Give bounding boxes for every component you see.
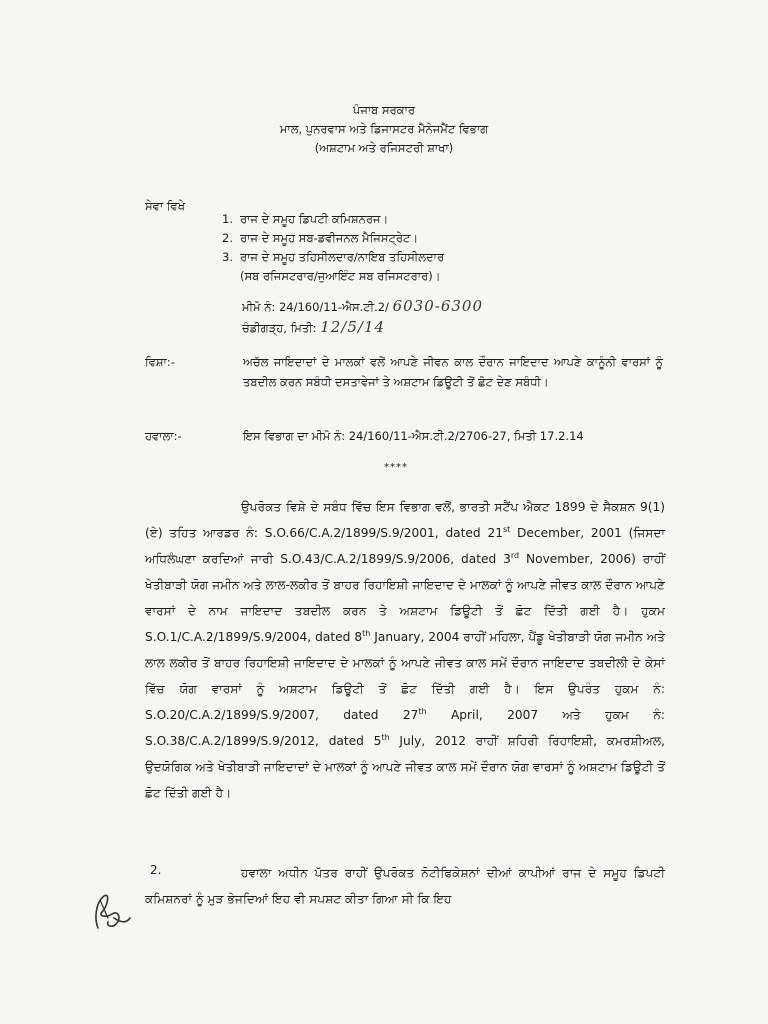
subject-label: ਵਿਸ਼ਾ:- — [145, 355, 175, 369]
paragraph-2-number: 2. — [150, 863, 162, 877]
header-government: ਪੰਜਾਬ ਸਰਕਾਰ — [352, 103, 416, 117]
addressee-list — [222, 211, 444, 287]
addressee-salutation: ਸੇਵਾ ਵਿਖੇ — [145, 199, 185, 213]
memo-date: ਚੰਡੀਗੜ੍ਹ, ਮਿਤੀ: 12/5/14 — [242, 318, 386, 336]
memo-number-handwritten: 6030-6300 — [392, 297, 484, 315]
header-branch: (ਅਸ਼ਟਾਮ ਅਤੇ ਰਜਿਸਟਰੀ ਸ਼ਾਖਾ) — [314, 141, 454, 155]
body-paragraph-2: ਹਵਾਲਾ ਅਧੀਨ ਪੱਤਰ ਰਾਹੀਂ ਉਪਰੋਕਤ ਨੋਟੀਫਿਕੇਸ਼ਨਾਂ ਦੀਆਂ ਕਾਪੀਆਂ ਰਾਜ ਦੇ ਸਮੂਹ ਡਿਪਟੀ ਕਮਿਸ਼ਨਰਾਂ ਨੂੰ ਮੁੜ ਭੇਜਦਿਆਂ ਇਹ ਵੀ ਸਪਸ਼ਟ ਕੀਤਾ ਗਿਆ ਸੀ ਕਿ ਇਹ — [145, 866, 665, 906]
reference-text: ਇਸ ਵਿਭਾਗ ਦਾ ਮੀਮੋ ਨੰ: 24/160/11-ਐਸ.ਟੀ.2/2706-27, ਮਿਤੀ 17.2.14 — [243, 429, 584, 443]
reference-label: ਹਵਾਲਾ:- — [145, 429, 182, 443]
signature-icon — [88, 888, 134, 934]
separator: **** — [384, 462, 408, 473]
addressee-item: 3. ਰਾਜ ਦੇ ਸਮੂਹ ਤਹਿਸੀਲਦਾਰ/ਨਾਇਬ ਤਹਿਸੀਲਦਾਰ — [222, 250, 445, 264]
memo-block — [242, 298, 483, 340]
addressee-item: 1. ਰਾਜ ਦੇ ਸਮੂਹ ਡਿਪਟੀ ਕਮਿਸ਼ਨਰਜ। — [222, 212, 389, 226]
memo-date-handwritten: 12/5/14 — [320, 318, 386, 336]
body-paragraph-1: ਉਪਰੋਕਤ ਵਿਸ਼ੇ ਦੇ ਸਬੰਧ ਵਿੱਚ ਇਸ ਵਿਭਾਗ ਵਲੋਂ, ਭਾਰਤੀ ਸਟੈਂਪ ਐਕਟ 1899 ਦੇ ਸੈਕਸ਼ਨ 9(1) (ਏ) ਤਹਿਤ ਆਰਡਰ ਨੰ: S.O.66/C.A.2/1899/S.9/2001, dated 21st December, 2001 (ਜਿਸਦਾ ਅਧਿਲੰਘਣਾ ਕਰਦਿਆਂ ਜਾਰੀ S.O.43/C.A.2/1899/S.9/2006, dated 3rd November, 2006) ਰਾਹੀਂ ਖੇਤੀਬਾੜੀ ਯੋਗ ਜਮੀਨ ਅਤੇ ਲਾਲ-ਲਕੀਰ ਤੋਂ ਬਾਹਰ ਰਿਹਾਇਸ਼ੀ ਜਾਇਦਾਦ ਦੇ ਮਾਲਕਾਂ ਨੂੰ ਆਪਣੇ ਜੀਵਤ ਕਾਲ ਦੌਰਾਨ ਆਪਣੇ ਵਾਰਸਾਂ ਦੇ ਨਾਮ ਜਾਇਦਾਦ ਤਬਦੀਲ ਕਰਨ ਤੇ ਅਸ਼ਟਾਮ ਡਿਊਟੀ ਤੋਂ ਛੋਟ ਦਿੱਤੀ ਗਈ ਹੈ। ਹੁਕਮ S.O.1/C.A.2/1899/S.9/2004, dated 8th January, 2004 ਰਾਹੀਂ ਮਹਿਲਾ, ਪੈਂਡੂ ਖੇਤੀਬਾੜੀ ਯੋਗ ਜਮੀਨ ਅਤੇ ਲਾਲ ਲਕੀਰ ਤੋਂ ਬਾਹਰ ਰਿਹਾਇਸ਼ੀ ਜਾਇਦਾਦ ਦੇ ਮਾਲਕਾਂ ਨੂੰ ਆਪਣੇ ਜੀਵਤ ਕਾਲ ਸਮੇਂ ਦੌਰਾਨ ਜਾਇਦਾਦ ਤਬਦੀਲੀ ਦੇ ਕੇਸਾਂ ਵਿੱਚ ਯੋਗ ਵਾਰਸਾਂ ਨੂੰ ਅਸ਼ਟਾਮ ਡਿਊਟੀ ਤੋਂ ਛੋਟ ਦਿੱਤੀ ਗਈ ਹੈ। ਇਸ ਉਪਰੰਤ ਹੁਕਮ ਨੰ: S.O.20/C.A.2/1899/S.9/2007, dated 27th April, 2007 ਅਤੇ ਹੁਕਮ ਨੰ: S.O.38/C.A.2/1899/S.9/2012, dated 5th July, 2012 ਰਾਹੀਂ ਸ਼ਹਿਰੀ ਰਿਹਾਇਸ਼ੀ, ਕਮਰਸ਼ੀਅਲ, ਉਦਯੋਗਿਕ ਅਤੇ ਖੇਤੀਬਾੜੀ ਜਾਇਦਾਦਾਂ ਦੇ ਮਾਲਕਾਂ ਨੂੰ ਆਪਣੇ ਜੀਵਤ ਕਾਲ ਸਮੇਂ ਦੌਰਾਨ ਯੋਗ ਵਾਰਸਾਂ ਨੂੰ ਅਸ਼ਟਾਮ ਡਿਊਟੀ ਤੋਂ ਛੋਟ ਦਿੱਤੀ ਗਈ ਹੈ। — [145, 500, 666, 800]
memo-number: ਮੀਮੋ ਨੰ: 24/160/11-ਐਸ.ਟੀ.2/ 6030-6300 — [242, 297, 484, 315]
addressee-item: 2. ਰਾਜ ਦੇ ਸਮੂਹ ਸਬ-ਡਵੀਜਨਲ ਮੈਜਿਸਟ੍ਰੇਟ। — [222, 231, 419, 245]
addressee-item: (ਸਬ ਰਜਿਸਟਰਾਰ/ਜੁਆਇੰਟ ਸਬ ਰਜਿਸਟਰਾਰ)। — [240, 269, 441, 283]
subject-text: ਅਚੱਲ ਜਾਇਦਾਦਾਂ ਦੇ ਮਾਲਕਾਂ ਵਲੋਂ ਆਪਣੇ ਜੀਵਨ ਕਾਲ ਦੌਰਾਨ ਜਾਇਦਾਦ ਆਪਣੇ ਕਾਨੂੰਨੀ ਵਾਰਸਾਂ ਨੂੰ ਤਬਦੀਲ ਕਰਨ ਸਬੰਧੀ ਦਸਤਾਵੇਜਾਂ ਤੇ ਅਸ਼ਟਾਮ ਡਿਊਟੀ ਤੋਂ ਛੋਟ ਦੇਣ ਸਬੰਧੀ। — [243, 355, 663, 389]
header-department: ਮਾਲ, ਪੁਨਰਵਾਸ ਅਤੇ ਡਿਜਾਸਟਰ ਮੈਨੇਜਮੈਂਟ ਵਿਭਾਗ — [279, 122, 489, 136]
